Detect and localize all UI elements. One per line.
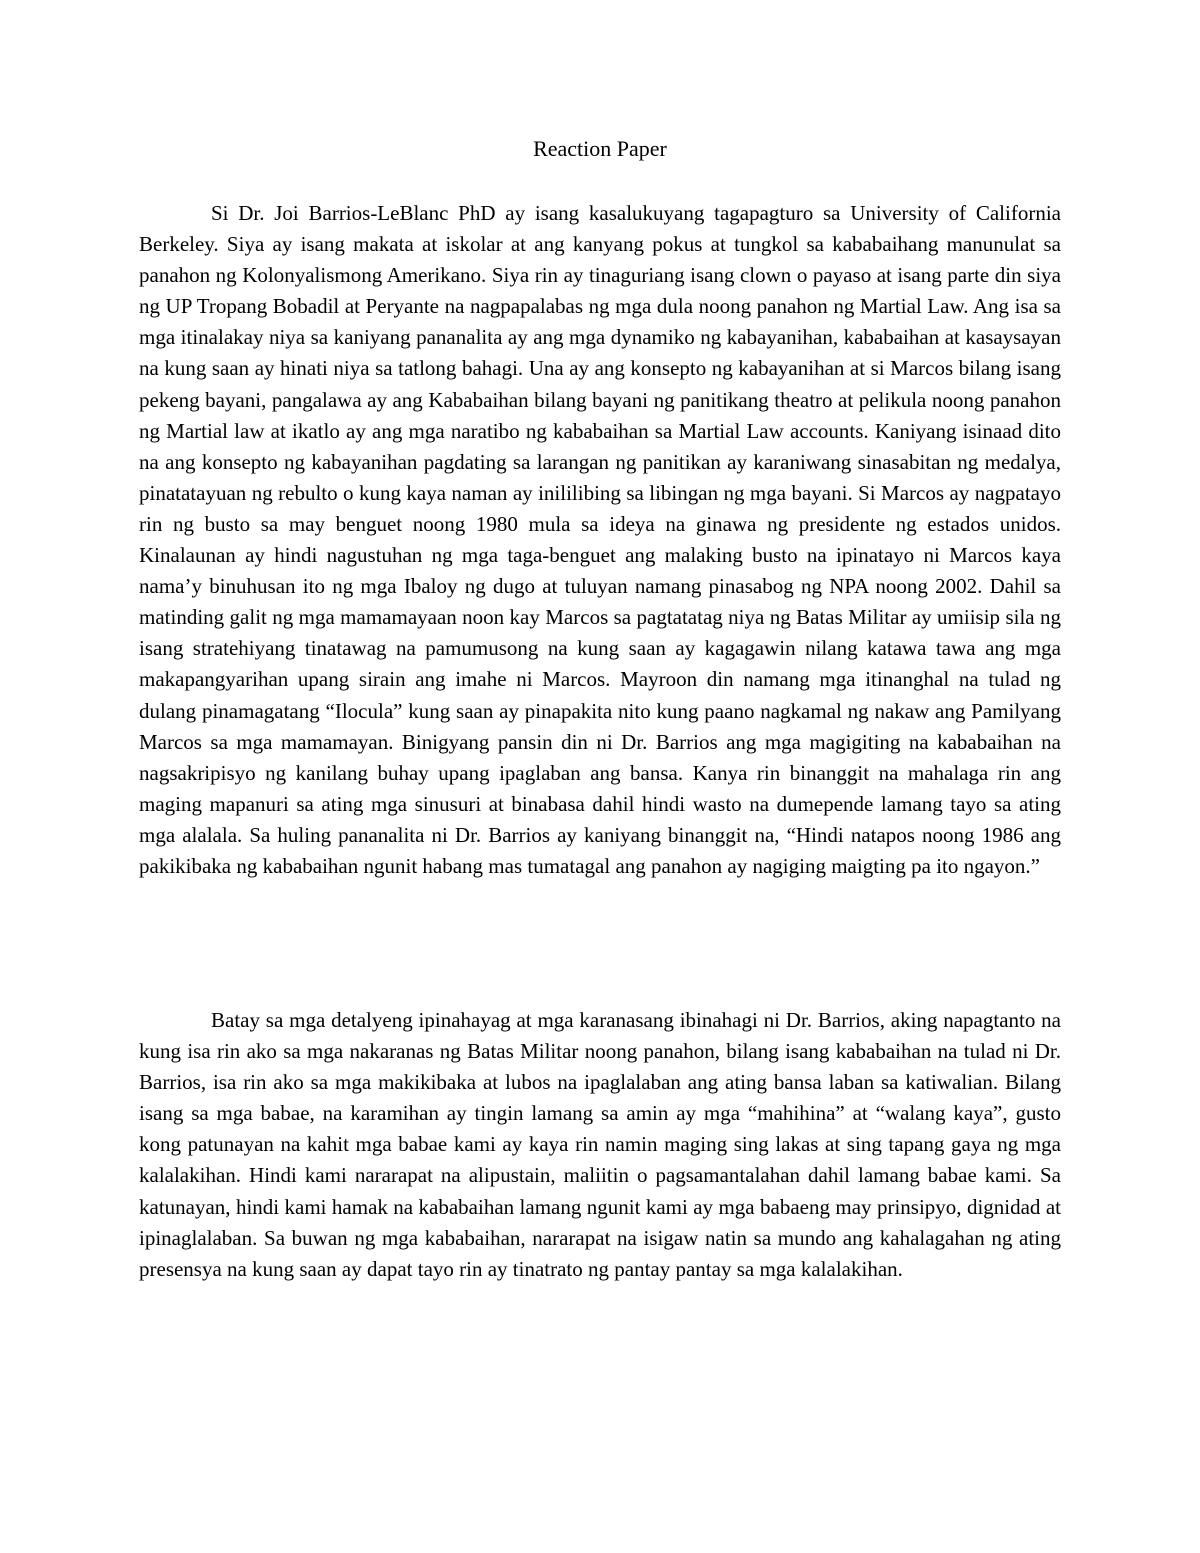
paragraph-1 (139, 198, 1061, 882)
paragraph-1-text: Si Dr. Joi Barrios-LeBlanc PhD ay isang kasalukuyang tagapagturo sa University of California Berkeley. Siya ay isang makata at iskolar at ang kanyang pokus at tungkol sa kababaihang manunulat sa panahon ng Kolonyalismong Amerikano. Siya rin ay tinaguriang isang clown o payaso at isang parte din siya ng UP Tropang Bobadil at Peryante na nagpapalabas ng mga dula noong panahon ng Martial Law. Ang isa sa mga itinalakay niya sa kaniyang pananalita ay ang mga dynamiko ng kabayanihan, kababaihan at kasaysayan na kung saan ay hinati niya sa tatlong bahagi. Una ay ang konsepto ng kabayanihan at si Marcos bilang isang pekeng bayani, pangalawa ay ang Kababaihan bilang bayani ng panitikang theatro at pelikula noong panahon ng Martial law at ikatlo ay ang mga naratibo ng kababaihan sa Martial Law accounts. Kaniyang isinaad dito na ang konsepto ng kabayanihan pagdating sa larangan ng panitikan ay karaniwang sinasabitan ng medalya, pinatatayuan ng rebulto o kung kaya naman ay inililibing sa libingan ng mga bayani. Si Marcos ay nagpatayo rin ng busto sa may benguet noong 1980 mula sa ideya na ginawa ng presidente ng estados unidos. Kinalaunan ay hindi nagustuhan ng mga taga-benguet ang malaking busto na ipinatayo ni Marcos kaya nama’y binuhusan ito ng mga Ibaloy ng dugo at tuluyan namang pinasabog ng NPA noong 2002. Dahil sa matinding galit ng mga mamamayaan noon kay Marcos sa pagtatatag niya ng Batas Militar ay umiisip sila ng isang stratehiyang tinatawag na pamumusong na kung saan ay kagagawin nilang katawa tawa ang mga makapangyarihan upang sirain ang imahe ni Marcos. Mayroon din namang mga itinanghal na tulad ng dulang pinamagatang “Ilocula” kung saan ay pinapakita nito kung paano nagkamal ng nakaw ang Pamilyang Marcos sa mga mamamayan. Binigyang pansin din ni Dr. Barrios ang mga magigiting na kababaihan na nagsakripisyo ng kanilang buhay upang ipaglaban ang bansa. Kanya rin binanggit na mahalaga rin ang maging mapanuri sa ating mga sinusuri at binabasa dahil hindi wasto na dumepende lamang tayo sa ating mga alalala. Sa huling pananalita ni Dr. Barrios ay kaniyang binanggit na, “Hindi natapos noong 1986 ang pakikibaka ng kababaihan ngunit habang mas tumatagal ang panahon ay nagiging maigting pa ito ngayon.” (139, 201, 1061, 878)
paragraph-2 (139, 1005, 1061, 1285)
document-title: Reaction Paper (533, 136, 667, 161)
paragraph-2-text: Batay sa mga detalyeng ipinahayag at mga karanasang ibinahagi ni Dr. Barrios, aking napagtanto na kung isa rin ako sa mga nakaranas ng Batas Militar noong panahon, bilang isang kababaihan na tulad ni Dr. Barrios, isa rin ako sa mga makikibaka at lubos na ipaglalaban ang ating bansa laban sa katiwalian. Bilang isang sa mga babae, na karamihan ay tingin lamang sa amin ay mga “mahihina” at “walang kaya”, gusto kong patunayan na kahit mga babae kami ay kaya rin namin maging sing lakas at sing tapang gaya ng mga kalalakihan. Hindi kami nararapat na alipustain, maliitin o pagsamantalahan dahil lamang babae kami. Sa katunayan, hindi kami hamak na kababaihan lamang ngunit kami ay mga babaeng may prinsipyo, dignidad at ipinaglalaban. Sa buwan ng mga kababaihan, nararapat na isigaw natin sa mundo ang kahalagahan ng ating presensya na kung saan ay dapat tayo rin ay tinatrato ng pantay pantay sa mga kalalakihan. (139, 1008, 1061, 1281)
